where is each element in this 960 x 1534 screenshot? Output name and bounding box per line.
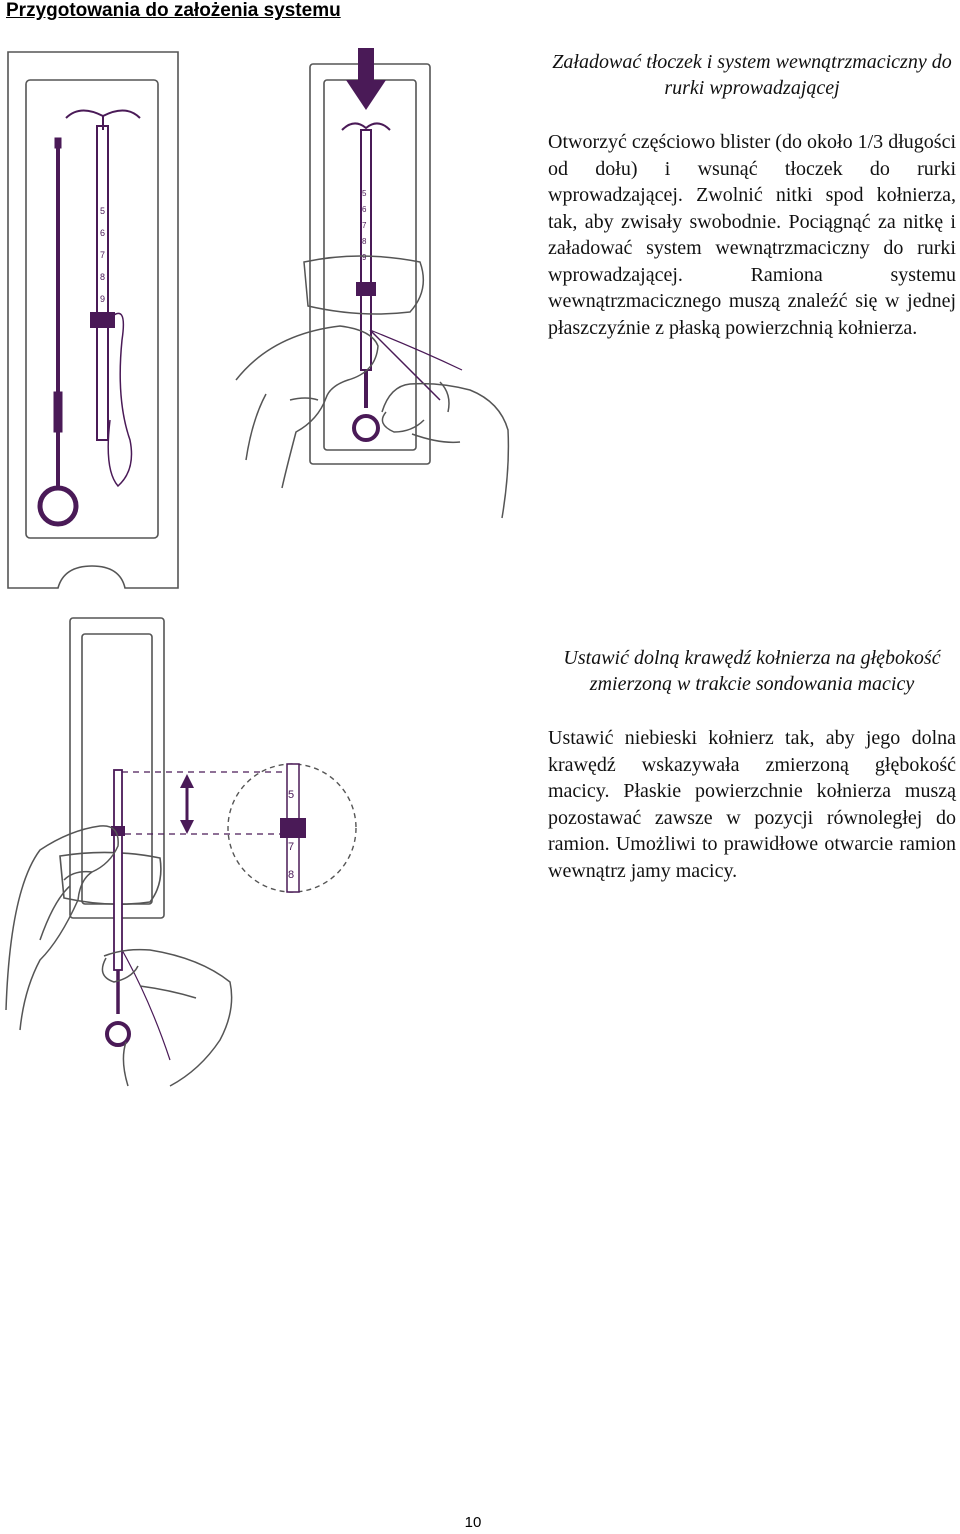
svg-text:7: 7 [100,250,106,260]
step-body: Otworzyć częściowo blister (do około 1/3 długości od dołu) i wsunąć tłoczek do rurki wprowadzającej. Zwolnić nitki spod kołnierza, tak, aby zwisały swobodnie. Pociągnąć za nitkę i załadować system wewnątrzmaciczny do rurki wprowadzającej. Ramiona systemu wewnątrzmacicznego muszą znaleźć się w jednej płaszczyźnie z płaską powierzchnią kołnierza. [548,131,956,339]
svg-text:9: 9 [362,253,367,262]
step-title: Załadować tłoczek i system wewnątrzmaciczny do rurki wprowadzającej [552,51,952,99]
svg-text:8: 8 [100,272,106,282]
svg-text:8: 8 [362,237,367,246]
step-set-flange [548,645,956,884]
svg-text:7: 7 [288,841,295,853]
step-body: Ustawić niebieski kołnierz tak, aby jego dolna krawędź wskazywała zmierzoną głębokość macicy. Płaskie powierzchnie kołnierza muszą pozostawać zawsze w pozycji równoległej do ramion. Umożliwi to prawidłowe otwarcie ramion wewnątrz jamy macicy. [548,727,956,882]
svg-text:5: 5 [288,789,295,801]
svg-text:6: 6 [100,228,106,238]
svg-text:7: 7 [362,221,367,230]
double-arrow-icon [180,774,194,834]
step-title: Ustawić dolną krawędź kołnierza na głębokość zmierzoną w trakcie sondowania macicy [563,647,941,695]
plunger [40,138,76,524]
step-load-plunger [548,49,956,341]
svg-text:6: 6 [362,205,367,214]
page-number: 10 [464,1514,482,1531]
svg-text:9: 9 [100,294,106,304]
svg-text:5: 5 [362,189,367,198]
svg-text:8: 8 [288,869,295,881]
down-arrow-icon [346,48,386,110]
page-heading: Przygotowania do założenia systemu [6,0,341,21]
svg-text:5: 5 [100,206,106,216]
